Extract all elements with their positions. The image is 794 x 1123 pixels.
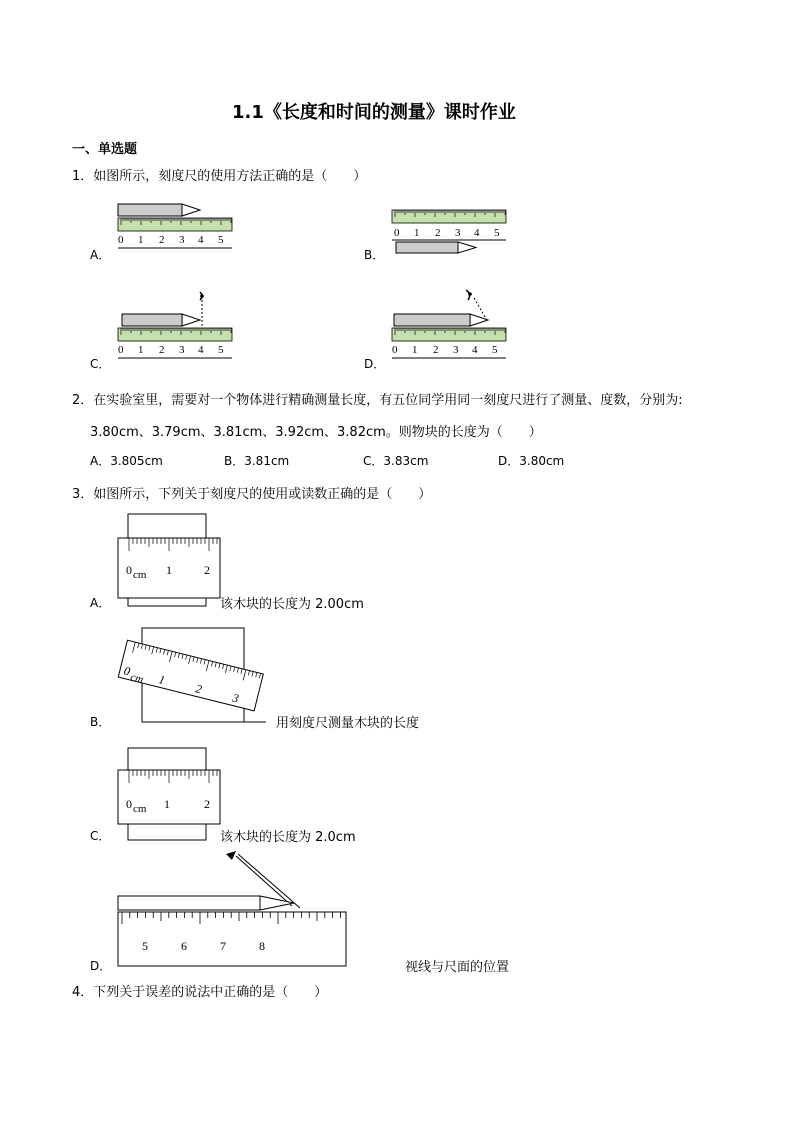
svg-text:4: 4 — [198, 234, 204, 246]
pencil — [396, 242, 476, 253]
svg-text:cm: cm — [129, 671, 145, 686]
question-2-values: 3.80cm、3.79cm、3.81cm、3.92cm、3.82cm。则物块的长度为（ ） — [90, 425, 542, 440]
question-3: 3．如图所示，下列关于刻度尺的使用或读数正确的是（ ） — [72, 487, 432, 502]
svg-text:2: 2 — [204, 797, 210, 811]
q2-option-c: C．3.83cm — [363, 454, 429, 468]
q3-label-d: D． — [90, 959, 112, 973]
ruler — [118, 218, 232, 248]
q3-caption-c: 该木块的长度为 2.0cm — [220, 830, 356, 845]
tilted-ruler — [118, 640, 264, 714]
svg-text:6: 6 — [181, 939, 187, 953]
svg-text:5: 5 — [142, 939, 148, 953]
q3-label-a: A． — [90, 596, 111, 610]
ruler-ticks — [394, 227, 500, 239]
svg-text:3: 3 — [231, 690, 241, 706]
svg-text:5: 5 — [492, 344, 498, 356]
ruler — [392, 328, 506, 358]
pencil — [118, 896, 294, 910]
svg-text:1: 1 — [412, 344, 418, 356]
svg-text:0: 0 — [392, 344, 398, 356]
svg-text:5: 5 — [494, 227, 500, 239]
q1-figure-c — [116, 286, 236, 360]
svg-text:2: 2 — [159, 344, 165, 356]
q3-caption-b: 用刻度尺测量木块的长度 — [276, 716, 420, 731]
svg-text:0: 0 — [394, 227, 400, 239]
q3-label-c: C． — [90, 829, 111, 843]
q3-caption-d: 视线与尺面的位置 — [405, 960, 510, 975]
svg-text:3: 3 — [453, 344, 459, 356]
ruler — [118, 770, 220, 824]
ruler — [118, 328, 232, 358]
question-4: 4．下列关于误差的说法中正确的是（ ） — [72, 985, 328, 1000]
svg-text:0: 0 — [126, 563, 132, 577]
q1-label-c: C． — [90, 357, 111, 371]
ruler — [118, 912, 346, 966]
svg-text:0: 0 — [122, 663, 132, 679]
pencil — [122, 314, 200, 326]
q1-label-a: A． — [90, 248, 111, 262]
svg-text:4: 4 — [472, 344, 478, 356]
svg-text:cm: cm — [133, 569, 147, 581]
svg-text:7: 7 — [220, 939, 226, 953]
svg-text:2: 2 — [159, 234, 165, 246]
pencil — [394, 314, 488, 326]
svg-text:5: 5 — [218, 234, 224, 246]
question-2: 2．在实验室里，需要对一个物体进行精确测量长度，有五位同学用同一刻度尺进行了测量、度数，分别为: — [72, 393, 683, 408]
ruler-ticks — [118, 234, 224, 246]
q2-option-b: B．3.81cm — [224, 454, 290, 468]
pencil — [118, 204, 200, 216]
q1-label-b: B． — [364, 248, 385, 262]
svg-text:1: 1 — [138, 234, 144, 246]
q3-figure-b — [116, 626, 286, 726]
svg-text:3: 3 — [179, 234, 185, 246]
svg-text:0: 0 — [118, 344, 124, 356]
svg-text:3: 3 — [179, 344, 185, 356]
svg-text:4: 4 — [474, 227, 480, 239]
page-title: 1.1《长度和时间的测量》课时作业 — [232, 102, 516, 123]
svg-text:1: 1 — [138, 344, 144, 356]
q2-option-d: D．3.80cm — [498, 454, 565, 468]
q3-label-b: B． — [90, 715, 111, 729]
q1-figure-b — [392, 208, 512, 258]
svg-text:1: 1 — [166, 563, 172, 577]
svg-text:5: 5 — [218, 344, 224, 356]
q3-figure-d — [114, 848, 354, 968]
q3-figure-a — [116, 512, 226, 608]
q1-figure-d — [390, 286, 510, 360]
svg-text:3: 3 — [455, 227, 461, 239]
section-heading: 一、单选题 — [72, 142, 138, 157]
svg-text:1: 1 — [157, 672, 167, 688]
ruler — [392, 210, 506, 240]
svg-text:4: 4 — [198, 344, 204, 356]
svg-text:2: 2 — [194, 681, 204, 697]
q3-figure-c — [116, 746, 226, 842]
eye-icon — [200, 292, 204, 326]
svg-text:0: 0 — [126, 797, 132, 811]
svg-text:2: 2 — [204, 563, 210, 577]
question-1: 1．如图所示，刻度尺的使用方法正确的是（ ） — [72, 169, 367, 184]
q1-label-d: D． — [364, 357, 386, 371]
q2-option-a: A．3.805cm — [90, 454, 163, 468]
q1-figure-a — [116, 200, 236, 252]
svg-text:cm: cm — [133, 803, 147, 815]
svg-text:1: 1 — [164, 797, 170, 811]
ruler — [118, 538, 220, 598]
ruler-ticks — [392, 344, 498, 356]
svg-text:2: 2 — [433, 344, 439, 356]
ruler-ticks — [118, 344, 224, 356]
q3-caption-a: 该木块的长度为 2.00cm — [220, 597, 364, 612]
svg-text:0: 0 — [118, 234, 124, 246]
svg-text:1: 1 — [414, 227, 420, 239]
svg-text:2: 2 — [435, 227, 441, 239]
svg-text:8: 8 — [259, 939, 265, 953]
